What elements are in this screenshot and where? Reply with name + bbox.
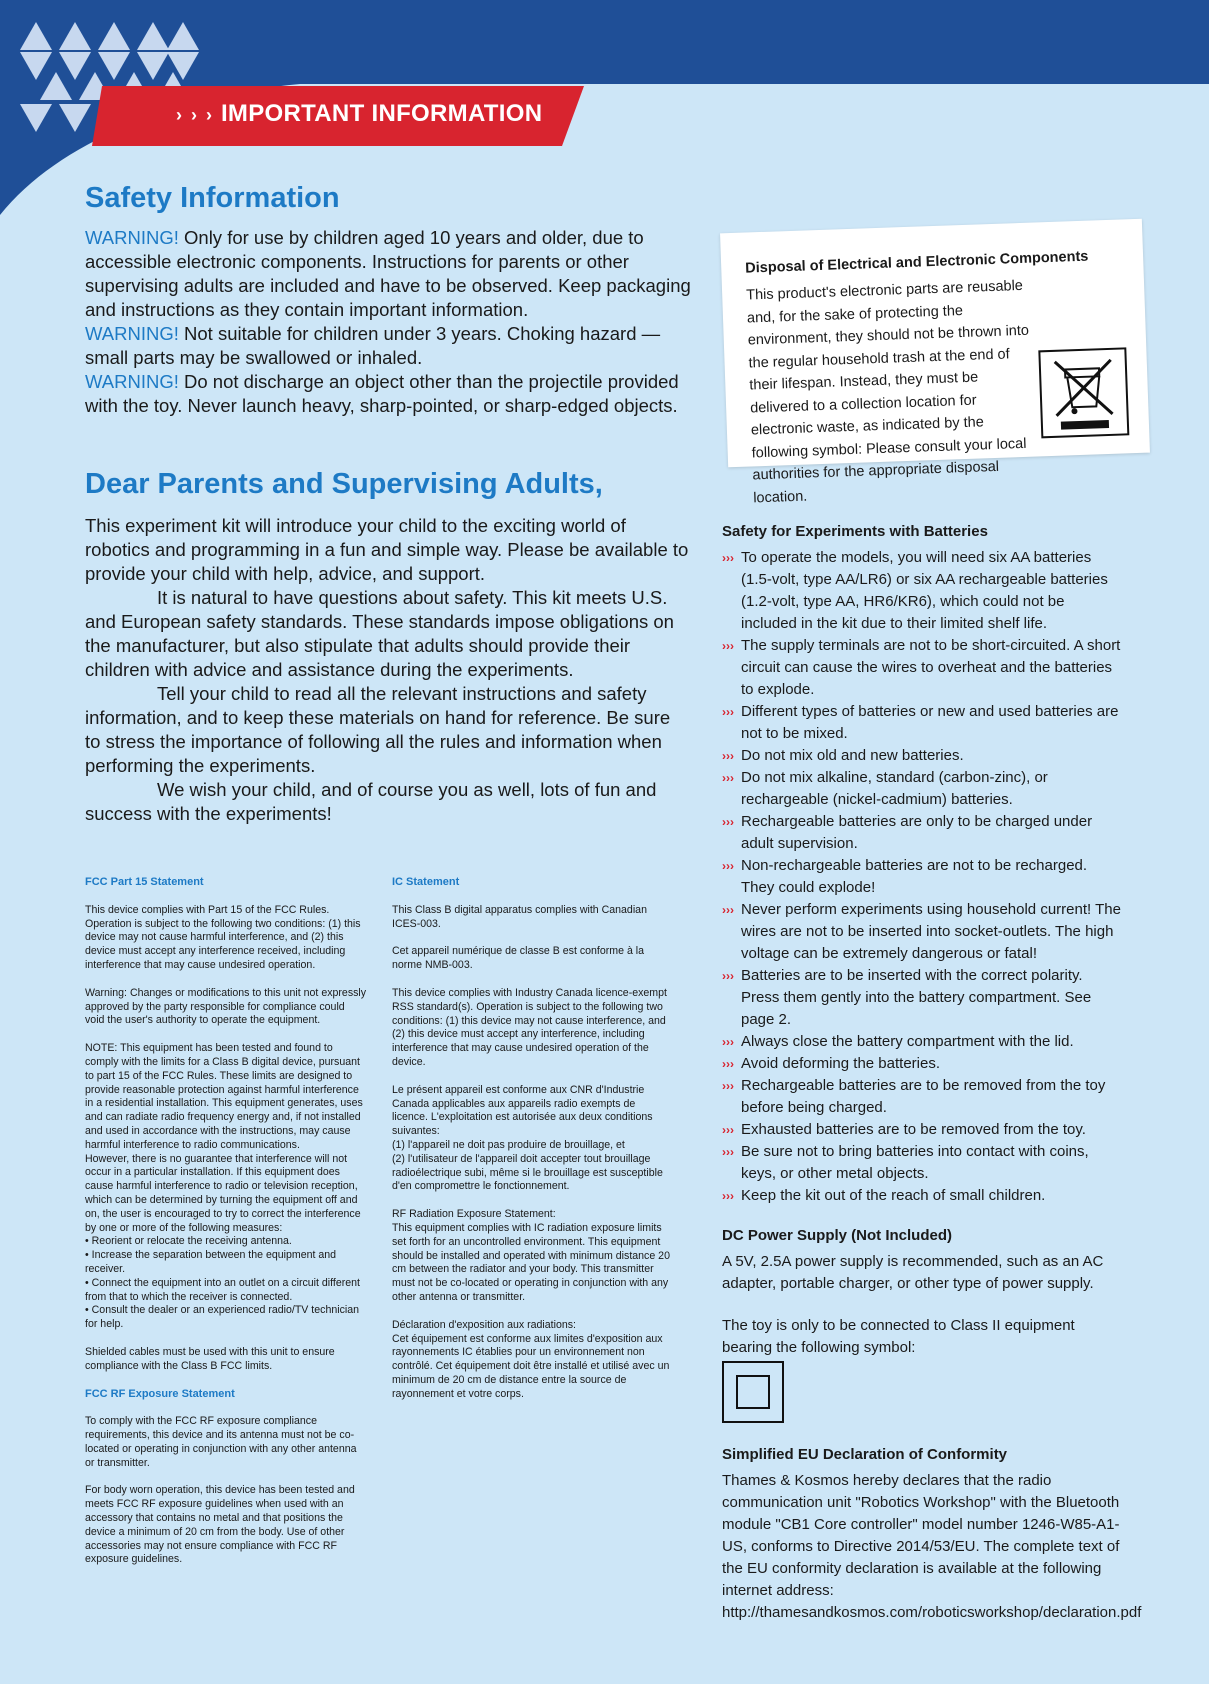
warning-label-2: WARNING! — [85, 323, 179, 344]
list-item — [722, 767, 1122, 811]
bullet-arrows-icon: ››› — [722, 771, 734, 785]
list-item-text: Rechargeable batteries are only to be charged under adult supervision. — [741, 813, 1093, 852]
list-item — [722, 1185, 1122, 1207]
eu-declaration-section — [722, 1444, 1142, 1624]
list-item-text: Rechargeable batteries are to be removed from the toy before being charged. — [741, 1077, 1106, 1116]
fcc-heading: FCC Part 15 Statement — [85, 876, 204, 888]
class2-text: The toy is only to be connected to Class II equipment bearing the following symbol: — [722, 1317, 1075, 1356]
bullet-arrows-icon: ››› — [722, 705, 734, 719]
disposal-card — [720, 219, 1150, 506]
list-item — [722, 855, 1122, 899]
list-item-text: Different types of batteries or new and used batteries are not to be mixed. — [741, 703, 1119, 742]
bullet-arrows-icon: ››› — [722, 1035, 734, 1049]
bullet-arrows-icon: ››› — [722, 815, 734, 829]
eu-text: Thames & Kosmos hereby declares that the radio communication unit "Robotics Workshop" with the Bluetooth module "CB1 Core controller" model number 1246-W85-A1-US, conforms to Directive 2014/53/EU. The complete text of the EU conformity declaration is available at the following internet address: http://thamesandkosmos.com/roboticsworkshop/declaration.pdf — [722, 1472, 1142, 1621]
list-item-text: Always close the battery compartment with the lid. — [741, 1033, 1074, 1050]
list-item — [722, 701, 1122, 745]
bullet-arrows-icon: ››› — [722, 1057, 734, 1071]
class-ii-double-square-icon — [722, 1361, 784, 1423]
parents-letter — [85, 514, 690, 826]
crossed-out-wheelie-bin-icon — [1038, 347, 1129, 438]
eu-heading: Simplified EU Declaration of Conformity — [722, 1446, 1008, 1463]
list-item — [722, 1031, 1122, 1053]
fcc-column — [85, 876, 367, 1581]
disposal-title: Disposal of Electrical and Electronic Components — [745, 248, 1089, 277]
list-item — [722, 1119, 1122, 1141]
fcc-rf-paragraph: For body worn operation, this device has been tested and meets FCC RF exposure guidelines when used with an accessory that contains no metal and that positions the device a minimum of 20 cm from the body. Use of other accessories may not ensure compliance with FCC RF exposure guidelines. — [85, 1484, 355, 1566]
bullet-arrows-icon: ››› — [722, 551, 734, 565]
list-item-text: Batteries are to be inserted with the correct polarity. Press them gently into the battery compartment. See page 2. — [741, 967, 1092, 1028]
list-item-text: Avoid deforming the batteries. — [741, 1055, 941, 1072]
safety-warnings — [85, 226, 695, 418]
parents-paragraph-2: It is natural to have questions about safety. This kit meets U.S. and European safety standards. These standards impose obligations on the manufacturer, but also stipulate that adults should provide their children with advice and assistance during the experiments. — [85, 587, 674, 680]
dc-heading: DC Power Supply (Not Included) — [722, 1227, 953, 1244]
list-item — [722, 635, 1122, 701]
warning-text-3: Do not discharge an object other than the projectile provided with the toy. Never launch heavy, sharp-pointed, or sharp-edged objects. — [85, 371, 679, 416]
list-item — [722, 547, 1122, 635]
fcc-paragraph: Shielded cables must be used with this unit to ensure compliance with the Class B FCC limits. — [85, 1345, 335, 1372]
list-item-text: Do not mix alkaline, standard (carbon-zinc), or rechargeable (nickel-cadmium) batteries. — [741, 769, 1048, 808]
list-item — [722, 1053, 1122, 1075]
parents-paragraph-3: Tell your child to read all the relevant instructions and safety information, and to keep these materials on hand for reference. Be sure to stress the importance of following all the rules and information when performing the experiments. — [85, 683, 671, 776]
dc-power-section — [722, 1225, 1122, 1359]
safety-heading: Safety Information — [85, 182, 340, 214]
warning-label-1: WARNING! — [85, 227, 179, 248]
ic-paragraph: Le présent appareil est conforme aux CNR d'Industrie Canada applicables aux appareils radio exempts de licence. L'exploitation est autorisée aux deux conditions suivantes: (1) l'appareil ne doit pas produire de brouillage, et (2) l'utilisateur de l'appareil doit accepter tout brouillage radioélectrique subi, même si le brouillage est susceptible d'en compromettre le fonctionnement. — [392, 1083, 663, 1193]
bullet-arrows-icon: ››› — [722, 859, 734, 873]
list-item — [722, 965, 1122, 1031]
bullet-arrows-icon: ››› — [722, 1145, 734, 1159]
ic-paragraph: This Class B digital apparatus complies with Canadian ICES-003. — [392, 903, 647, 930]
bullet-arrows-icon: ››› — [722, 903, 734, 917]
parents-paragraph-4: We wish your child, and of course you as well, lots of fun and success with the experiments! — [85, 779, 657, 824]
list-item-text: The supply terminals are not to be short-circuited. A short circuit can cause the wires to overheat and the batteries to explode. — [741, 637, 1121, 698]
battery-list — [722, 547, 1122, 1207]
ic-heading: IC Statement — [392, 876, 460, 888]
list-item — [722, 1141, 1122, 1185]
ic-paragraph: This device complies with Industry Canada licence-exempt RSS standard(s). Operation is subject to the following two conditions: (1) this device may not cause interference, and (2) this device must accept any interference, including interference that may cause undesired operation of the device. — [392, 986, 667, 1068]
fcc-rf-heading: FCC RF Exposure Statement — [85, 1387, 235, 1400]
ic-paragraph: Cet appareil numérique de classe B est conforme à la norme NMB-003. — [392, 945, 645, 972]
list-item-text: Do not mix old and new batteries. — [741, 747, 964, 764]
banner-title: › › › IMPORTANT INFORMATION — [176, 100, 543, 127]
list-item — [722, 899, 1122, 965]
fcc-paragraph: This device complies with Part 15 of the FCC Rules. Operation is subject to the following two conditions: (1) this device may not cause harmful interference, and (2) this device must accept any interference received, including interference that may cause undesired operation. — [85, 903, 361, 971]
warning-label-3: WARNING! — [85, 371, 179, 392]
bullet-arrows-icon: ››› — [722, 969, 734, 983]
list-item-text: Exhausted batteries are to be removed from the toy. — [741, 1121, 1086, 1138]
list-item-text: Never perform experiments using household current! The wires are not to be inserted into socket-outlets. The high voltage can be extremely dangerous or fatal! — [741, 901, 1121, 962]
bullet-arrows-icon: ››› — [722, 1123, 734, 1137]
parents-heading: Dear Parents and Supervising Adults, — [85, 468, 603, 500]
ic-paragraph: Déclaration d'exposition aux radiations: Cet équipement est conforme aux limites d'exposition aux rayonnements IC établies pour un environnement non contrôlé. Cet équipement doit être installé et utilisé avec un minimum de 20 cm de distance entre la source de rayonnement et votre corps. — [392, 1318, 670, 1400]
battery-heading: Safety for Experiments with Batteries — [722, 523, 988, 540]
disposal-body: This product's electronic parts are reusable and, for the sake of protecting the environment, they should not be thrown into the regular household trash at the end of their lifespan. Instead, they must be delivered to a collection location for electronic waste, as indicated by the following symbol: Please consult your local authorities for the appropriate disposal location. — [745, 277, 1030, 506]
list-item-text: Non-rechargeable batteries are not to be recharged. They could explode! — [741, 857, 1088, 896]
ic-column — [392, 876, 674, 1416]
list-item — [722, 811, 1122, 855]
bullet-arrows-icon: ››› — [722, 1189, 734, 1203]
warning-text-1: Only for use by children aged 10 years and older, due to accessible electronic components. Instructions for parents or other supervising adults are included and have to be observed. Keep packaging and instructions as they contain important information. — [85, 227, 691, 320]
list-item-text: Keep the kit out of the reach of small children. — [741, 1187, 1046, 1204]
fcc-paragraph: Warning: Changes or modifications to this unit not expressly approved by the party responsible for compliance could void the user's authority to operate the equipment. — [85, 986, 367, 1027]
list-item — [722, 745, 1122, 767]
warning-text-2: Not suitable for children under 3 years. Choking hazard — small parts may be swallowed or inhaled. — [85, 323, 661, 368]
battery-safety-section — [722, 521, 1122, 1207]
list-item — [722, 1075, 1122, 1119]
dc-text: A 5V, 2.5A power supply is recommended, such as an AC adapter, portable charger, or other type of power supply. — [722, 1253, 1104, 1292]
bullet-arrows-icon: ››› — [722, 639, 734, 653]
parents-paragraph-1: This experiment kit will introduce your child to the exciting world of robotics and programming in a fun and simple way. Please be available to provide your child with help, advice, and support. — [85, 515, 689, 584]
bullet-arrows-icon: ››› — [722, 749, 734, 763]
bullet-arrows-icon: ››› — [722, 1079, 734, 1093]
fcc-rf-paragraph: To comply with the FCC RF exposure compliance requirements, this device and its antenna must not be co-located or operating in conjunction with any other antenna or transmitter. — [85, 1415, 357, 1469]
ic-paragraph: RF Radiation Exposure Statement: This equipment complies with IC radiation exposure limits set forth for an uncontrolled environment. This equipment should be installed and operated with minimum distance 20 cm between the radiator and your body. This transmitter must not be co-located or operating in conjunction with any other antenna or transmitter. — [392, 1208, 670, 1303]
fcc-paragraph: NOTE: This equipment has been tested and found to comply with the limits for a Class B digital device, pursuant to part 15 of the FCC Rules. These limits are designed to provide reasonable protection against harmful interference in a residential installation. This equipment generates, uses and can radiate radio frequency energy and, if not installed and used in accordance with the instructions, may cause harmful interference to radio communications. However, there is no guarantee that interference will not occur in a particular installation. If this equipment does cause harmful interference to radio or television reception, which can be determined by turning the equipment off and on, the user is encouraged to try to correct the interference by one or more of the following measures: • Reorient or relocate the receiving antenna. • Increase the separation between the equipment and receiver. • Connect the equipment into an outlet on a circuit different from that to which the receiver is connected. • Consult the dealer or an experienced radio/TV technician for help. — [85, 1042, 363, 1331]
list-item-text: To operate the models, you will need six AA batteries (1.5-volt, type AA/LR6) or six AA rechargeable batteries (1.2-volt, type AA, HR6/KR6), which could not be included in the kit due to their limited shelf life. — [741, 549, 1108, 632]
list-item-text: Be sure not to bring batteries into contact with coins, keys, or other metal objects. — [741, 1143, 1089, 1182]
